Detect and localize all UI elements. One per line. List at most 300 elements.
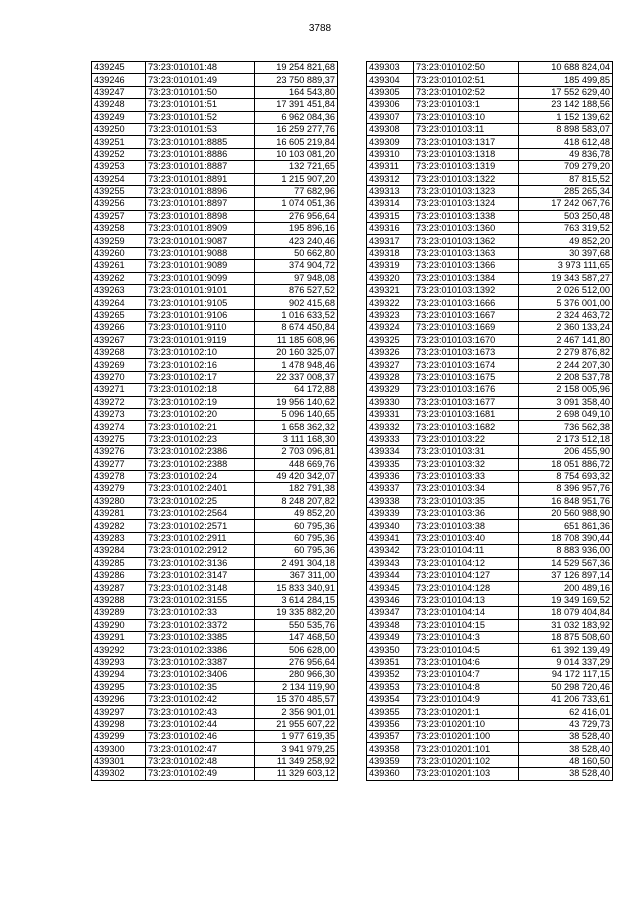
row-id-cell: 439265 [92, 309, 146, 321]
row-id-cell: 439276 [92, 446, 146, 458]
value-cell: 23 750 889,37 [255, 74, 338, 86]
cadastral-number-cell: 73:23:010102:3386 [146, 644, 255, 656]
row-id-cell: 439277 [92, 458, 146, 470]
table-row [367, 334, 613, 346]
cadastral-number-cell: 73:23:010103:1392 [414, 285, 519, 297]
table-row [367, 173, 613, 185]
value-cell: 49 852,20 [519, 235, 613, 247]
row-id-cell: 439278 [92, 470, 146, 482]
table-row [92, 731, 338, 743]
cadastral-number-cell: 73:23:010102:23 [146, 433, 255, 445]
value-cell: 280 966,30 [255, 669, 338, 681]
table-row [367, 111, 613, 123]
cadastral-number-cell: 73:23:010103:40 [414, 532, 519, 544]
cadastral-number-cell: 73:23:010102:2912 [146, 545, 255, 557]
cadastral-number-cell: 73:23:010102:52 [414, 86, 519, 98]
cadastral-number-cell: 73:23:010101:9119 [146, 334, 255, 346]
cadastral-number-cell: 73:23:010102:3385 [146, 631, 255, 643]
cadastral-number-cell: 73:23:010101:49 [146, 74, 255, 86]
row-id-cell: 439266 [92, 322, 146, 334]
value-cell: 195 896,16 [255, 223, 338, 235]
cadastral-number-cell: 73:23:010103:1384 [414, 272, 519, 284]
cadastral-number-cell: 73:23:010102:3372 [146, 619, 255, 631]
left-table-body [92, 62, 338, 781]
table-row [367, 607, 613, 619]
table-row [367, 433, 613, 445]
cadastral-number-cell: 73:23:010102:43 [146, 706, 255, 718]
row-id-cell: 439287 [92, 582, 146, 594]
value-cell: 3 091 358,40 [519, 396, 613, 408]
cadastral-number-cell: 73:23:010104:7 [414, 669, 519, 681]
value-cell: 8 883 936,00 [519, 545, 613, 557]
table-row [367, 470, 613, 482]
table-row [367, 706, 613, 718]
table-row [92, 644, 338, 656]
table-row [367, 594, 613, 606]
cadastral-number-cell: 73:23:010103:1318 [414, 148, 519, 160]
value-cell: 21 955 607,22 [255, 718, 338, 730]
cadastral-number-cell: 73:23:010102:16 [146, 359, 255, 371]
row-id-cell: 439286 [92, 570, 146, 582]
table-row [367, 656, 613, 668]
value-cell: 38 528,40 [519, 768, 613, 780]
value-cell: 97 948,08 [255, 272, 338, 284]
value-cell: 10 103 081,20 [255, 148, 338, 160]
cadastral-number-cell: 73:23:010103:35 [414, 495, 519, 507]
table-row [92, 62, 338, 74]
value-cell: 19 349 169,52 [519, 594, 613, 606]
row-id-cell: 439267 [92, 334, 146, 346]
table-row [367, 681, 613, 693]
row-id-cell: 439299 [92, 731, 146, 743]
table-row [367, 297, 613, 309]
table-row [92, 247, 338, 259]
value-cell: 16 848 951,76 [519, 495, 613, 507]
cadastral-number-cell: 73:23:010101:9089 [146, 260, 255, 272]
table-row [367, 520, 613, 532]
row-id-cell: 439279 [92, 483, 146, 495]
table-row [92, 161, 338, 173]
table-row [367, 235, 613, 247]
cadastral-number-cell: 73:23:010104:11 [414, 545, 519, 557]
table-row [92, 148, 338, 160]
row-id-cell: 439298 [92, 718, 146, 730]
value-cell: 77 682,96 [255, 185, 338, 197]
cadastral-number-cell: 73:23:010101:9099 [146, 272, 255, 284]
table-row [92, 359, 338, 371]
row-id-cell: 439316 [367, 223, 414, 235]
table-row [92, 607, 338, 619]
row-id-cell: 439345 [367, 582, 414, 594]
table-row [92, 693, 338, 705]
cadastral-number-cell: 73:23:010102:3155 [146, 594, 255, 606]
cadastral-number-cell: 73:23:010102:47 [146, 743, 255, 755]
value-cell: 276 956,64 [255, 656, 338, 668]
cadastral-number-cell: 73:23:010102:2564 [146, 508, 255, 520]
row-id-cell: 439337 [367, 483, 414, 495]
row-id-cell: 439325 [367, 334, 414, 346]
value-cell: 2 158 005,96 [519, 384, 613, 396]
cadastral-number-cell: 73:23:010104:8 [414, 681, 519, 693]
cadastral-number-cell: 73:23:010102:3147 [146, 570, 255, 582]
row-id-cell: 439304 [367, 74, 414, 86]
cadastral-number-cell: 73:23:010103:36 [414, 508, 519, 520]
table-row [92, 421, 338, 433]
row-id-cell: 439274 [92, 421, 146, 433]
table-row [367, 582, 613, 594]
row-id-cell: 439295 [92, 681, 146, 693]
value-cell: 5 096 140,65 [255, 408, 338, 420]
table-row [367, 557, 613, 569]
table-row [367, 644, 613, 656]
value-cell: 285 265,34 [519, 185, 613, 197]
table-row [367, 136, 613, 148]
value-cell: 18 875 508,60 [519, 631, 613, 643]
cadastral-number-cell: 73:23:010104:5 [414, 644, 519, 656]
value-cell: 20 160 325,07 [255, 346, 338, 358]
value-cell: 41 206 733,61 [519, 693, 613, 705]
cadastral-number-cell: 73:23:010101:8886 [146, 148, 255, 160]
value-cell: 164 543,80 [255, 86, 338, 98]
value-cell: 3 973 111,65 [519, 260, 613, 272]
table-row [92, 346, 338, 358]
table-row [92, 185, 338, 197]
table-row [367, 86, 613, 98]
table-row [92, 755, 338, 767]
row-id-cell: 439330 [367, 396, 414, 408]
table-row [367, 718, 613, 730]
row-id-cell: 439294 [92, 669, 146, 681]
value-cell: 8 674 450,84 [255, 322, 338, 334]
value-cell: 48 160,50 [519, 755, 613, 767]
cadastral-number-cell: 73:23:010102:3136 [146, 557, 255, 569]
cadastral-number-cell: 73:23:010101:9101 [146, 285, 255, 297]
value-cell: 17 242 067,76 [519, 198, 613, 210]
cadastral-number-cell: 73:23:010102:2388 [146, 458, 255, 470]
table-row [367, 359, 613, 371]
value-cell: 1 152 139,62 [519, 111, 613, 123]
cadastral-number-cell: 73:23:010101:51 [146, 99, 255, 111]
value-cell: 418 612,48 [519, 136, 613, 148]
row-id-cell: 439301 [92, 755, 146, 767]
row-id-cell: 439360 [367, 768, 414, 780]
row-id-cell: 439303 [367, 62, 414, 74]
table-row [367, 508, 613, 520]
value-cell: 2 360 133,24 [519, 322, 613, 334]
value-cell: 3 941 979,25 [255, 743, 338, 755]
row-id-cell: 439252 [92, 148, 146, 160]
table-row [367, 495, 613, 507]
table-row [367, 99, 613, 111]
table-row [92, 235, 338, 247]
table-row [92, 322, 338, 334]
value-cell: 2 134 119,90 [255, 681, 338, 693]
value-cell: 43 729,73 [519, 718, 613, 730]
table-row [92, 470, 338, 482]
row-id-cell: 439249 [92, 111, 146, 123]
cadastral-number-cell: 73:23:010103:1 [414, 99, 519, 111]
row-id-cell: 439359 [367, 755, 414, 767]
value-cell: 19 335 882,20 [255, 607, 338, 619]
cadastral-number-cell: 73:23:010101:8885 [146, 136, 255, 148]
cadastral-number-cell: 73:23:010101:9106 [146, 309, 255, 321]
value-cell: 37 126 897,14 [519, 570, 613, 582]
row-id-cell: 439322 [367, 297, 414, 309]
cadastral-number-cell: 73:23:010103:1673 [414, 346, 519, 358]
table-row [92, 260, 338, 272]
cadastral-number-cell: 73:23:010104:15 [414, 619, 519, 631]
cadastral-number-cell: 73:23:010104:9 [414, 693, 519, 705]
cadastral-number-cell: 73:23:010103:10 [414, 111, 519, 123]
cadastral-number-cell: 73:23:010103:1324 [414, 198, 519, 210]
cadastral-number-cell: 73:23:010103:22 [414, 433, 519, 445]
value-cell: 18 051 886,72 [519, 458, 613, 470]
value-cell: 49 836,78 [519, 148, 613, 160]
value-cell: 185 499,85 [519, 74, 613, 86]
value-cell: 448 669,76 [255, 458, 338, 470]
cadastral-number-cell: 73:23:010104:6 [414, 656, 519, 668]
table-row [367, 768, 613, 780]
row-id-cell: 439281 [92, 508, 146, 520]
table-row [367, 371, 613, 383]
row-id-cell: 439336 [367, 470, 414, 482]
value-cell: 2 026 512,00 [519, 285, 613, 297]
table-row [367, 669, 613, 681]
table-row [367, 309, 613, 321]
cadastral-number-cell: 73:23:010103:1666 [414, 297, 519, 309]
row-id-cell: 439351 [367, 656, 414, 668]
value-cell: 19 956 140,62 [255, 396, 338, 408]
value-cell: 1 977 619,35 [255, 731, 338, 743]
cadastral-number-cell: 73:23:010103:34 [414, 483, 519, 495]
table-row [367, 396, 613, 408]
row-id-cell: 439300 [92, 743, 146, 755]
table-row [367, 458, 613, 470]
row-id-cell: 439334 [367, 446, 414, 458]
row-id-cell: 439326 [367, 346, 414, 358]
table-row [367, 545, 613, 557]
row-id-cell: 439353 [367, 681, 414, 693]
row-id-cell: 439318 [367, 247, 414, 259]
value-cell: 2 356 901,01 [255, 706, 338, 718]
table-row [367, 247, 613, 259]
cadastral-number-cell: 73:23:010101:9088 [146, 247, 255, 259]
table-row [92, 384, 338, 396]
value-cell: 11 349 258,92 [255, 755, 338, 767]
value-cell: 17 552 629,40 [519, 86, 613, 98]
value-cell: 2 698 049,10 [519, 408, 613, 420]
value-cell: 11 329 603,12 [255, 768, 338, 780]
cadastral-number-cell: 73:23:010101:8887 [146, 161, 255, 173]
value-cell: 2 467 141,80 [519, 334, 613, 346]
cadastral-number-cell: 73:23:010201:1 [414, 706, 519, 718]
table-row [367, 483, 613, 495]
value-cell: 2 208 537,78 [519, 371, 613, 383]
row-id-cell: 439282 [92, 520, 146, 532]
cadastral-number-cell: 73:23:010103:38 [414, 520, 519, 532]
value-cell: 550 535,76 [255, 619, 338, 631]
value-cell: 15 833 340,91 [255, 582, 338, 594]
row-id-cell: 439319 [367, 260, 414, 272]
row-id-cell: 439264 [92, 297, 146, 309]
value-cell: 132 721,65 [255, 161, 338, 173]
table-row [367, 74, 613, 86]
table-row [92, 272, 338, 284]
value-cell: 763 319,52 [519, 223, 613, 235]
table-row [367, 346, 613, 358]
table-row [92, 408, 338, 420]
table-row [367, 272, 613, 284]
table-row [92, 594, 338, 606]
value-cell: 1 478 948,46 [255, 359, 338, 371]
cadastral-number-cell: 73:23:010102:42 [146, 693, 255, 705]
row-id-cell: 439307 [367, 111, 414, 123]
value-cell: 18 079 404,84 [519, 607, 613, 619]
table-row [92, 458, 338, 470]
value-cell: 60 795,36 [255, 532, 338, 544]
row-id-cell: 439332 [367, 421, 414, 433]
value-cell: 651 861,36 [519, 520, 613, 532]
row-id-cell: 439327 [367, 359, 414, 371]
row-id-cell: 439311 [367, 161, 414, 173]
row-id-cell: 439347 [367, 607, 414, 619]
table-row [92, 334, 338, 346]
table-row [92, 223, 338, 235]
table-row [92, 532, 338, 544]
table-row [92, 210, 338, 222]
value-cell: 5 376 001,00 [519, 297, 613, 309]
row-id-cell: 439306 [367, 99, 414, 111]
cadastral-number-cell: 73:23:010102:2911 [146, 532, 255, 544]
value-cell: 1 215 907,20 [255, 173, 338, 185]
value-cell: 506 628,00 [255, 644, 338, 656]
cadastral-number-cell: 73:23:010101:53 [146, 123, 255, 135]
table-row [367, 223, 613, 235]
cadastral-number-cell: 73:23:010103:1360 [414, 223, 519, 235]
cadastral-number-cell: 73:23:010103:1317 [414, 136, 519, 148]
row-id-cell: 439293 [92, 656, 146, 668]
cadastral-number-cell: 73:23:010104:128 [414, 582, 519, 594]
row-id-cell: 439262 [92, 272, 146, 284]
value-cell: 19 254 821,68 [255, 62, 338, 74]
value-cell: 423 240,46 [255, 235, 338, 247]
cadastral-number-cell: 73:23:010102:2571 [146, 520, 255, 532]
row-id-cell: 439288 [92, 594, 146, 606]
table-row [367, 62, 613, 74]
cadastral-number-cell: 73:23:010201:102 [414, 755, 519, 767]
cadastral-number-cell: 73:23:010101:9087 [146, 235, 255, 247]
value-cell: 49 420 342,07 [255, 470, 338, 482]
cadastral-number-cell: 73:23:010104:12 [414, 557, 519, 569]
row-id-cell: 439339 [367, 508, 414, 520]
cadastral-number-cell: 73:23:010102:48 [146, 755, 255, 767]
table-row [92, 136, 338, 148]
value-cell: 50 662,80 [255, 247, 338, 259]
value-cell: 30 397,68 [519, 247, 613, 259]
value-cell: 8 248 207,82 [255, 495, 338, 507]
table-row [92, 446, 338, 458]
row-id-cell: 439280 [92, 495, 146, 507]
value-cell: 19 343 587,27 [519, 272, 613, 284]
value-cell: 10 688 824,04 [519, 62, 613, 74]
cadastral-number-cell: 73:23:010101:9110 [146, 322, 255, 334]
cadastral-number-cell: 73:23:010101:50 [146, 86, 255, 98]
value-cell: 206 455,90 [519, 446, 613, 458]
value-cell: 14 529 567,36 [519, 557, 613, 569]
cadastral-number-cell: 73:23:010104:3 [414, 631, 519, 643]
cadastral-number-cell: 73:23:010103:1674 [414, 359, 519, 371]
cadastral-number-cell: 73:23:010102:3387 [146, 656, 255, 668]
table-row [92, 582, 338, 594]
cadastral-number-cell: 73:23:010102:3148 [146, 582, 255, 594]
row-id-cell: 439297 [92, 706, 146, 718]
table-row [367, 198, 613, 210]
row-id-cell: 439350 [367, 644, 414, 656]
row-id-cell: 439250 [92, 123, 146, 135]
cadastral-number-cell: 73:23:010103:1366 [414, 260, 519, 272]
row-id-cell: 439285 [92, 557, 146, 569]
row-id-cell: 439357 [367, 731, 414, 743]
value-cell: 20 560 988,90 [519, 508, 613, 520]
row-id-cell: 439310 [367, 148, 414, 160]
row-id-cell: 439260 [92, 247, 146, 259]
table-row [92, 768, 338, 780]
value-cell: 8 898 583,07 [519, 123, 613, 135]
table-row [92, 619, 338, 631]
row-id-cell: 439331 [367, 408, 414, 420]
value-cell: 94 172 117,15 [519, 669, 613, 681]
cadastral-number-cell: 73:23:010103:1319 [414, 161, 519, 173]
value-cell: 17 391 451,84 [255, 99, 338, 111]
row-id-cell: 439272 [92, 396, 146, 408]
cadastral-number-cell: 73:23:010103:1682 [414, 421, 519, 433]
table-row [367, 446, 613, 458]
value-cell: 2 173 512,18 [519, 433, 613, 445]
table-row [92, 656, 338, 668]
table-row [92, 111, 338, 123]
row-id-cell: 439352 [367, 669, 414, 681]
row-id-cell: 439356 [367, 718, 414, 730]
table-row [92, 631, 338, 643]
table-row [92, 285, 338, 297]
row-id-cell: 439271 [92, 384, 146, 396]
row-id-cell: 439292 [92, 644, 146, 656]
cadastral-number-cell: 73:23:010102:2386 [146, 446, 255, 458]
cadastral-number-cell: 73:23:010102:3406 [146, 669, 255, 681]
table-row [92, 718, 338, 730]
table-row [367, 421, 613, 433]
cadastral-number-cell: 73:23:010102:25 [146, 495, 255, 507]
value-cell: 49 852,20 [255, 508, 338, 520]
cadastral-number-cell: 73:23:010201:10 [414, 718, 519, 730]
value-cell: 902 415,68 [255, 297, 338, 309]
table-row [92, 557, 338, 569]
table-row [92, 495, 338, 507]
row-id-cell: 439333 [367, 433, 414, 445]
table-row [92, 508, 338, 520]
row-id-cell: 439255 [92, 185, 146, 197]
cadastral-number-cell: 73:23:010103:33 [414, 470, 519, 482]
row-id-cell: 439247 [92, 86, 146, 98]
value-cell: 64 172,88 [255, 384, 338, 396]
table-row [367, 285, 613, 297]
cadastral-number-cell: 73:23:010103:1676 [414, 384, 519, 396]
cadastral-number-cell: 73:23:010102:50 [414, 62, 519, 74]
row-id-cell: 439256 [92, 198, 146, 210]
cadastral-number-cell: 73:23:010103:1681 [414, 408, 519, 420]
row-id-cell: 439348 [367, 619, 414, 631]
row-id-cell: 439344 [367, 570, 414, 582]
